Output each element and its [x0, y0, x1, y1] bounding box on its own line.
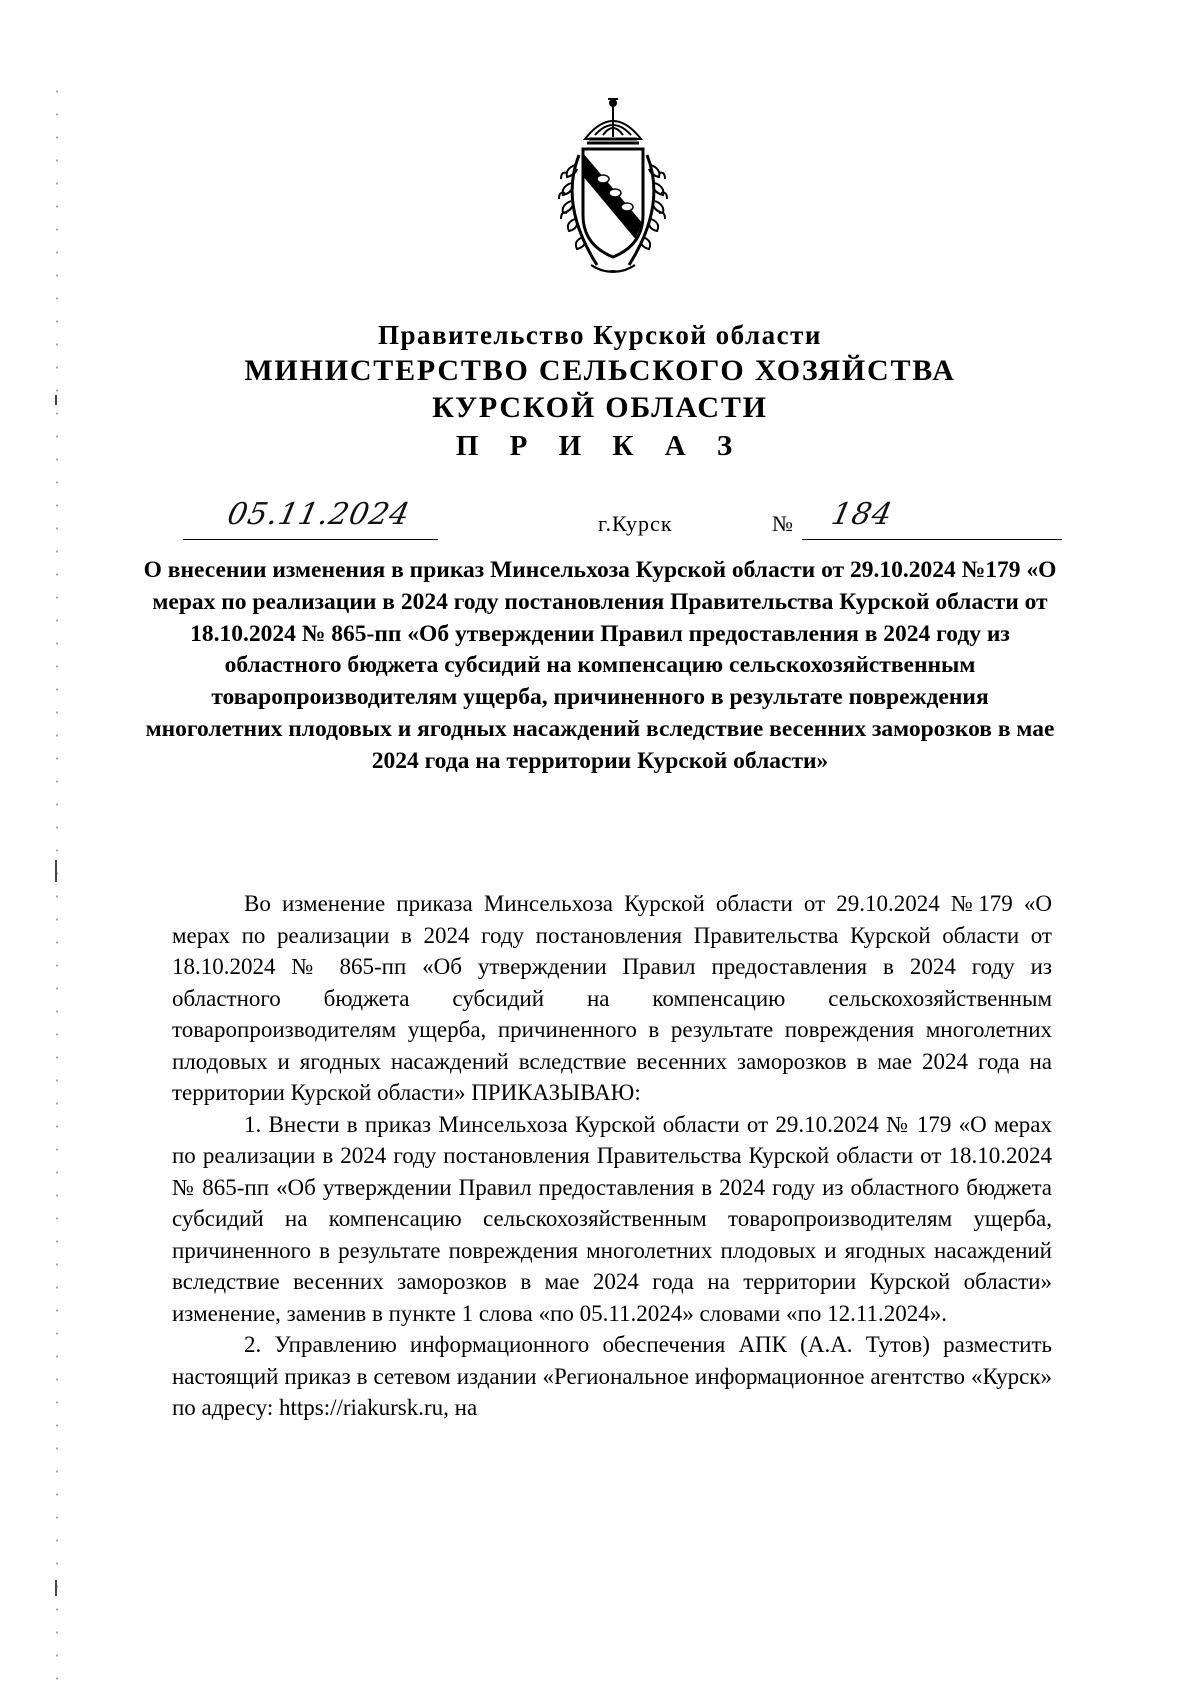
government-name: Правительство Курской области: [378, 320, 822, 350]
kursk-coat-of-arms-icon: [545, 95, 681, 281]
ministry-name-line2: КУРСКОЙ ОБЛАСТИ: [432, 391, 768, 424]
document-header: [0, 318, 1200, 466]
number-field: [802, 497, 1062, 540]
item-1-paragraph: 1. Внести в приказ Минсельхоза Курской области от 29.10.2024 № 179 «О мерах по реализации в 2024 году постановления Правительства Курской области от 18.10.2024 № 865-пп «Об утверждении Правил предоставления в 2024 году из областного бюджета субсидий на компенсацию сельскохозяйственным товаропроизводителям ущерба, причиненного в результате повреждения многолетних плодовых и ягодных насаждений вследствие весенних заморозков в мае 2024 года на территории Курской области» изменение, заменив в пункте 1 слова «по 05.11.2024» словами «по 12.11.2024».: [172, 1111, 1052, 1326]
item-2-paragraph: 2. Управлению информационного обеспечения АПК (А.А. Тутов) разместить настоящий приказ в сетевом издании «Региональное информационное агентство «Курск» по адресу: https://riakursk.ru, на: [172, 1332, 1052, 1420]
number-sign: №: [772, 511, 793, 536]
ministry-name-line1: МИНИСТЕРСТВО СЕЛЬСКОГО ХОЗЯЙСТВА: [244, 354, 956, 387]
preamble-paragraph: Во изменение приказа Минсельхоза Курской области от 29.10.2024 №179 «О мерах по реализации в 2024 году постановления Правительства Курской области от 18.10.2024 № 865-пп «Об утверждении Правил предоставления в 2024 году из областного бюджета субсидий на компенсацию сельскохозяйственным товаропроизводителям ущерба, причиненного в результате повреждения многолетних плодовых и ягодных насаждений вследствие весенних заморозков в мае 2024 года на территории Курской области» ПРИКАЗЫВАЮ:: [172, 891, 1052, 1105]
order-title: О внесении изменения в приказ Минсельхоза Курской области от 29.10.2024 №179 «О мерах по реализации в 2024 году постановления Правительства Курской области от 18.10.2024 № 865-пп «Об утверждении Правил предоставления в 2024 году из областного бюджета субсидий на компенсацию сельскохозяйственным товаропроизводителям ущерба, причиненного в результате повреждения многолетних плодовых и ягодных насаждений вследствие весенних заморозков в мае 2024 года на территории Курской области»: [143, 557, 1057, 774]
handwritten-number: 184: [828, 497, 896, 532]
document-type: П Р И К А З: [455, 430, 745, 462]
scan-edge-mark: [55, 1580, 57, 1596]
order-body: [172, 888, 1052, 1424]
scan-edge-mark: [55, 860, 57, 882]
handwritten-date: 05.11.2024: [224, 497, 414, 532]
city: г.Курск: [598, 511, 673, 536]
date-field: [183, 497, 438, 540]
order-meta-line: [0, 497, 1200, 545]
